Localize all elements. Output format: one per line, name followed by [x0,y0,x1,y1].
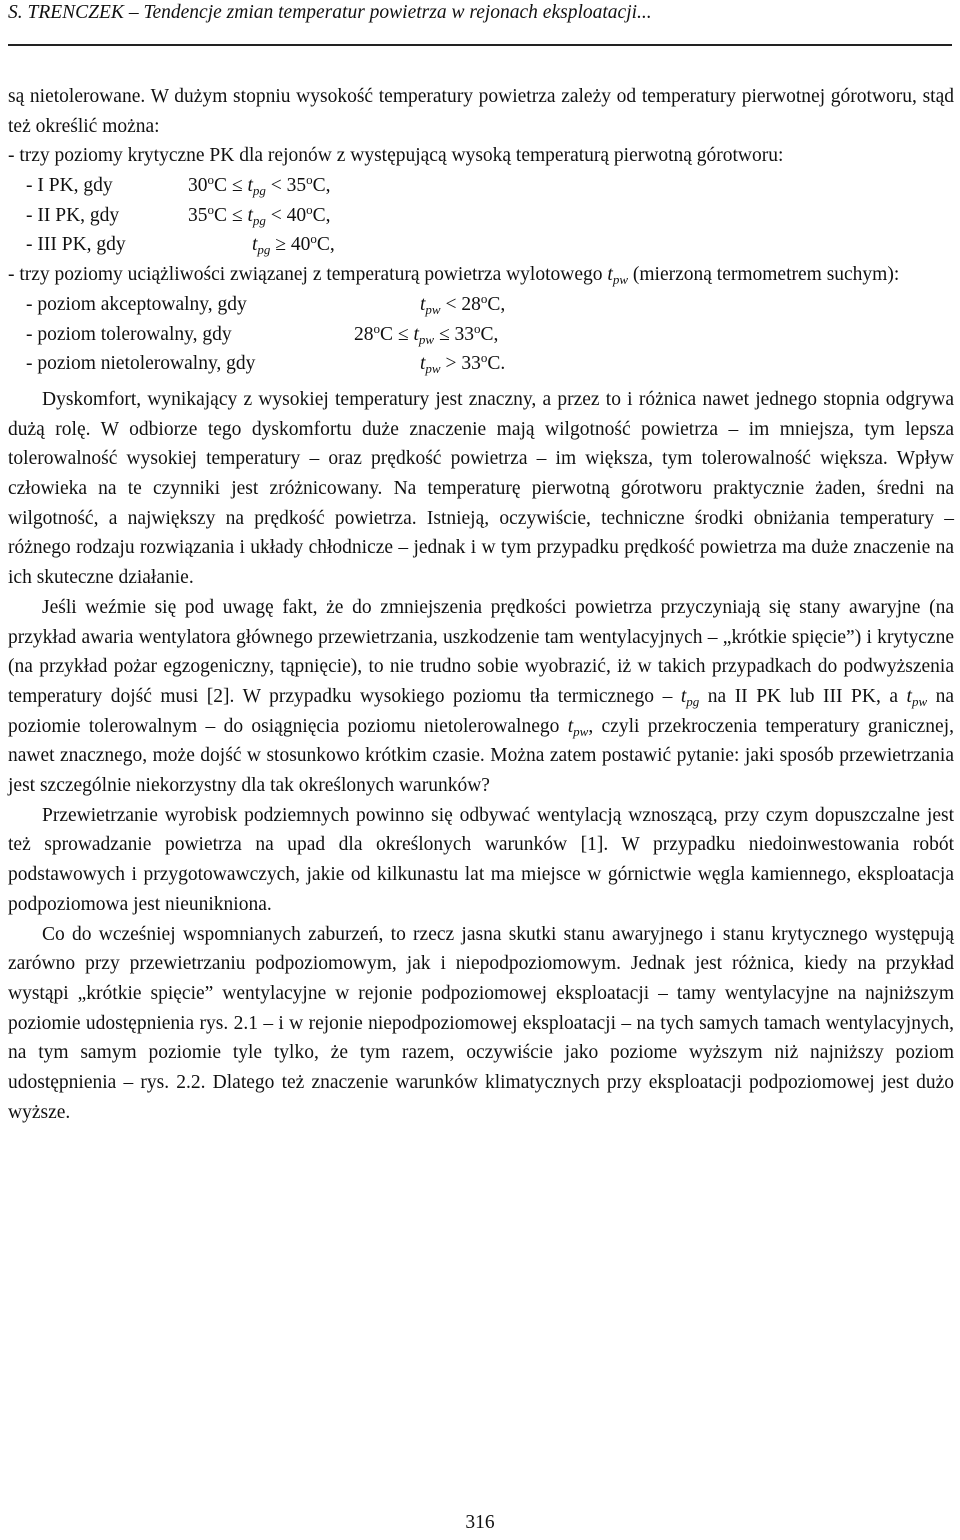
pk-level-label: - I PK, gdy [26,175,113,197]
paragraph-dyskomfort: Dyskomfort, wynikający z wysokiej temperatury jest znaczny, a przez to i różnica nawet jednego stopnia odgrywa dużą rolę. W odbiorze tego dyskomfortu duże znaczenie mają wilgotność powietrza – im mniejsza, tym lepsza tolerowalność wysokiej temperatury – oraz prędkość powietrza – im większa, tym tolerowalność większa. Wpływ człowieka na te czynniki jest zróżnicowany. Na temperaturę pierwotną górotworu praktycznie żaden, średni na wilgotność, a największy na prędkość powietrza. Istnieją, oczywiście, techniczne środki obniżania temperatury – różnego rodzaju rozwiązania i układy chłodnicze – jednak i w tym przypadku prędkość powietrza ma duże znaczenie na ich skuteczne działanie. [8,388,954,589]
uciazliwosc-level-formula: $t_{pw} < 28^oC$, [420,290,506,317]
page-number: 316 [465,1512,495,1533]
uciazliwosc-level-formula: $t_{pw} > 33^oC$. [420,350,506,377]
uciazliwosc-level-row [8,320,954,350]
pk-intro: - trzy poziomy krytyczne PK dla rejonów z występującą wysoką temperaturą pierwotną górotworu: [8,145,784,167]
page-content [8,82,954,1128]
header-divider [8,44,952,46]
paragraph-zaburzenia: Co do wcześniej wspomnianych zaburzeń, to rzecz jasna skutki stanu awaryjnego i stanu krytycznego występują zarówno przy przewietrzaniu podpoziomowym, jak i niepodpoziomowym. Jednak jest różnica, kiedy na przykład wystąpi „krótkie spięcie” wentylacyjne w rejonie podpoziomowej eksploatacji – tamy wentylacyjne na najniższym poziomie udostępnienia rys. 2.1 – i w rejonie niepodpoziomowej eksploatacji – na tych samych tamach wentylacyjnych, na tym samym poziomie tyle tylko, że tym razem, oczywiście jako poziome wyższym niż najniższy poziom udostępnienia – rys. 2.2. Dlatego też znaczenie warunków klimatycznych przy eksploatacji podpoziomowej jest dużo wyższe. [8,923,954,1123]
pk-level-row [8,171,954,201]
uciazliwosc-level-label: - poziom akceptowalny, gdy [26,293,247,315]
intro-paragraph: są nietolerowane. W dużym stopniu wysokość temperatury powietrza zależy od temperatury pierwotnej górotworu, stąd też określić można: [8,86,954,137]
paragraph-stany-awaryjne: Jeśli weźmie się pod uwagę fakt, że do zmniejszenia prędkości powietrza przyczyniają się stany awaryjne (na przykład awaria wentylatora głównego przewietrzania, uszkodzenie tam wentylacyjnych – „krótkie spięcie”) i krytyczne (na przykład pożar egzogeniczny, tąpnięcie), to nie trudno sobie wyobrazić, iż w takich przypadkach do podwyższenia temperatury dojść musi [2]. W przypadku wysokiego poziomu tła termicznego – $t_{pg}$ na II PK lub III PK, a $t_{pw}$ na poziomie tolerowalnym – do osiągnięcia poziomu nietolerowalnego $t_{pw}$, czyli przekroczenia temperatury granicznej, nawet znacznego, może dojść w stosunkowo krótkim czasie. Można zatem postawić pytanie: jaki sposób przewietrzania jest szczególnie niekorzystny dla tak określonych warunków? [8,596,955,797]
pk-level-label: - II PK, gdy [26,204,120,226]
uciazliwosc-level-label: - poziom tolerowalny, gdy [26,323,232,345]
uciazliwosc-level-row [8,349,954,379]
pk-level-row [8,230,954,260]
pk-level-formula: $t_{pg} \ge 40^oC$, [252,231,335,258]
uciazliwosc-level-formula: $28^oC \le t_{pw} \le 33^oC$, [354,320,499,347]
uciazliwosc-level-row [8,290,954,320]
pk-level-row [8,201,954,231]
pk-level-label: - III PK, gdy [26,234,126,256]
paragraph-przewietrzanie: Przewietrzanie wyrobisk podziemnych powinno się odbywać wentylacją wznoszącą, przy czym dopuszczalne jest też sprowadzanie powietrza na upad dla określonych warunków [1]. W przypadku niedoinwestowania robót podstawowych i przygotowawczych, jakie od kilkunastu lat ma miejsce w górnictwie węgla kamiennego, eksploatacja podpoziomowa jest nieunikniona. [8,804,954,915]
uciazliwosc-intro: - trzy poziomy uciążliwości związanej z temperaturą powietrza wylotowego $t_{pw}$ (mierzoną termometrem suchym): [8,264,900,288]
uciazliwosc-level-label: - poziom nietolerowalny, gdy [26,353,256,375]
running-header: S. TRENCZEK – Tendencje zmian temperatur powietrza w rejonach eksploatacji... [8,2,652,23]
pk-level-formula: $30^oC \le t_{pg} < 35^oC$, [188,172,331,199]
pk-level-formula: $35^oC \le t_{pg} < 40^oC$, [188,201,331,228]
